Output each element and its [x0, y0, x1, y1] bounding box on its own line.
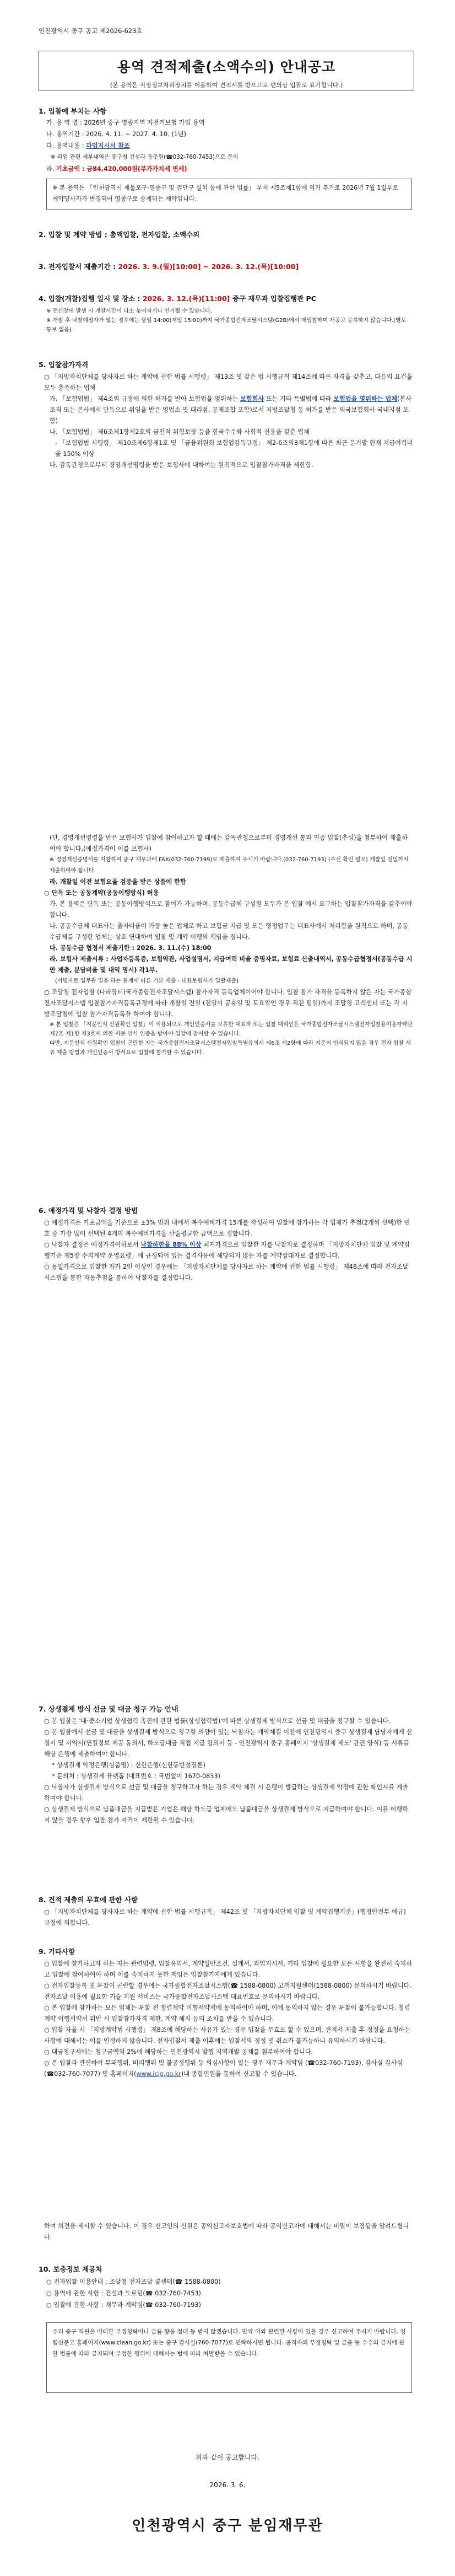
section-9-continued [44, 2221, 413, 2243]
section-5-continued [44, 833, 413, 1058]
s5-p2-b: 보험회사 [240, 395, 264, 402]
s1-base-amount: 기초금액 : 금84,420,000원(부가가치세 면세) [56, 165, 187, 173]
s5-p2-a: 가. 「보험업법」 제4조의 규정에 의한 허가를 받아 보험업을 영위하는 [50, 395, 241, 402]
s7-p1: ○ 본 입찰은 '대·중소기업 상생협력 촉진에 관한 법률(상생협력법)'에 따른 상생결제 방식으로 선금 및 대금을 청구할 수 있습니다. [44, 1718, 391, 1725]
section-6-title: 6. 예정가격 및 낙찰자 결정 방법 [39, 1206, 138, 1215]
s5b-p12: 다만, 지문인식 신원확인 입찰이 곤란한 자는 국가종합전자조달시스템전자입찰특별유의서 제6조 제2항에 따라 지문이 인식되지 않을 경우 전자 입찰 서류 제출 방법과 개인인증서 방식으로 입찰에 참가할 수 있습니다. [50, 1040, 411, 1056]
section-10-body [46, 2276, 410, 2311]
issuing-organization: 인천광역시 중구 분임재무관 [132, 2518, 323, 2534]
s9-p1: ○ 입찰에 참가하고자 하는 자는 관련법령, 입찰유의서, 계약일반조건, 설계서, 과업지시서, 기타 입찰에 필요한 모든 사항을 완전히 숙지하고 입찰에 참여하여야 하며 이를 숙지하지 못한 책임은 입찰참가자에게 있습니다. [44, 1960, 413, 1978]
s6-p1: ○ 예정가격은 기초금액을 기준으로 ±3% 범위 내에서 복수예비가격 15개를 작성하여 입찰에 참가하는 각 업체가 추첨(2개씩 선택)한 번호 중 가장 많이 선택된 4개의 복수예비가격을 산술평균한 금액으로 정합니다. [44, 1219, 410, 1237]
section-9-body [44, 1958, 413, 2080]
s5b-p3: 라. 개찰일 이전 보험요율 검증을 받은 상품에 한함 [50, 878, 186, 886]
s5b-p9: (서명자로 업무관 일을 하는 관계에 따른 기본 제출 - 대표보험사가 일괄제출) [55, 978, 239, 984]
s5-p2-e: (본사조직 또는 본사에서 단독으로 위임을 받은 영업소 및 대리점, 공제조합 포함)로서 지방조달청 등 허가를 받은 외국보험회사 국내지점 포함) [50, 395, 411, 425]
s1-line-2: 나. 용역기간 : 2026. 4. 11. ~ 2027. 4. 10. (1년) [46, 131, 186, 138]
s4-note-2: ※ 개찰 후 낙찰예정자가 없는 경우에는 당일 14:00(재입 15:00)까지 국가종합전자조달시스템(G2B)에서 재입찰하며 재공고 공지하지 않습니다.(별도 통보 없음) [46, 318, 407, 333]
s9-p6-a: ○ 본 입찰과 관련하여 부패행위, 비리행위 및 불공정행위 등 의심사항이 있는 경우 재무과 계약팀 (☎032-760-7193), 감사실 감사팀(☎032-760-7077) 및 홈페이지( [44, 2059, 403, 2078]
section-7-body [44, 1716, 413, 1826]
s10-l1: ○ 전자입찰 이용안내 : 조달청 전자조달 콜센터(☎ 1588-0800) [46, 2278, 221, 2285]
s5-p4: - 「보험업법 시행령」 제10조제6항제1호 및 「금융위원회 보험업감독규정」 제2-6조의3제1항에 따른 최근 분기말 현재 지급여력비율 150% 이상 [55, 439, 413, 458]
s3-period: 2026. 3. 9.(월)[10:00] ~ 2026. 3. 12.(목)[10:00] [118, 262, 299, 271]
s1-notice-box: ※ 본 용역은 「인천광역시 제물포구·영종구 및 검단구 설치 등에 관한 법률」 부칙 제5조제1항에 의거 추가로 2026년 7월 1일부로 계약당사자가 변경되어 영종구로 승계되는 계약입니다. [46, 179, 412, 210]
s6-p2-a: ○ 낙찰자 결정은 예정가격이하로서 [44, 1241, 141, 1248]
title-box [39, 51, 414, 90]
s1-line-4: ※ 과업 관련 세부내역은 중구청 건설과 동주원(☎032-760-7453)으로 문의 [51, 154, 239, 160]
s5b-p4: ○ 단독 또는 공동계약(공동이행방식) 허용 [44, 889, 159, 897]
s7-p3: * 상생결제 약정은행(상품명) : 신한은행(신한동반성장론) [52, 1762, 205, 1769]
s1-line-5 [46, 163, 410, 175]
s7-p4: * 문의처 : 상생결제 플랫폼 (대표번호 : 국번없이 1670-0833) [52, 1773, 220, 1780]
page-subtitle: (본 용역은 지정정보처리장치를 이용하여 견적서를 받으므로 편의상 입찰로 표기합니다.) [110, 82, 343, 89]
s3-label: 3. 전자입찰서 제출기간 : [39, 262, 118, 271]
s4-place: 중구 재무과 입찰집행관 PC [230, 294, 316, 303]
s5b-p6: 나. 공동수급체 대표사는 출자비율이 가장 높은 업체로 하고 보험금 지급 및 모든 행정업무는 대표사에서 처리함을 원칙으로 하며, 공동수급체를 구성한 업체는 상호 연대하여 입찰 및 계약 이행의 책임을 집니다. [50, 922, 409, 941]
section-4-title [39, 293, 419, 303]
s6-p2 [44, 1239, 413, 1262]
s4-note-1: ※ 전산장애 발생 시 개찰시간이 다소 늦어지거나 연기될 수 있습니다. [46, 308, 212, 314]
s5b-p11: ※ 본 입찰은 「지문인식 신원확인 입찰」이 적용되므로 개인인증서를 보유한 대표자 또는 입찰 대리인은 국가종합전자조달시스템전자입찰용이용자약관 제7조 제1항 제3호에 의한 지문 인식 인증을 받아야 입찰에 참여할 수 있습니다. [50, 1022, 413, 1037]
section-5-title: 5. 입찰참가자격 [39, 361, 89, 369]
s5-p5: 다. 감독관청으로부터 경영개선명령을 받은 보험사에 대하여는 원칙적으로 입찰참가자격을 제한함. [50, 461, 313, 469]
integrity-notice-box: 우리 중구 직원은 어떠한 부정청탁이나 금품 향응 접대 등 받지 않겠습니다. 만약 이와 관련한 사항이 있을 경우 신고하여 주시기 바랍니다. 청렴신문고 홈페이지(www.clean.go.kr) 또는 중구 감사실(760-7077)로 연락하시면 됩니다. 공직자의 부정청탁 및 금품 등 수수의 금지에 관한 법률에 따라 금지되며 부정한 행위에 대해서는 법에 따라 처벌받을 수 있습니다. [46, 2322, 412, 2393]
notice-date: 2026. 3. 6. [209, 2481, 246, 2489]
homepage-link[interactable]: www.icjg.go.kr [136, 2070, 181, 2078]
s10-l3: ○ 입찰에 관한 사항 : 재무과 계약팀(☎ 032-760-7193) [46, 2301, 201, 2309]
s10-l2: ○ 용역에 관한 사항 : 건설과 도로팀(☎ 032-760-7453) [46, 2290, 201, 2297]
section-7-title: 7. 상생결제 방식 선금 및 대금 청구 가능 안내 [39, 1705, 178, 1713]
s4-datetime: 2026. 3. 12.(목)[11:00] [142, 294, 230, 303]
section-5-body [44, 372, 413, 471]
closing-statement: 위와 같이 공고합니다. [196, 2454, 259, 2461]
section-8-title: 8. 견적 제출의 무효에 관한 사항 [39, 1896, 138, 1904]
page-title: 용역 견적제출(소액수의) 안내공고 [117, 59, 336, 75]
section-9-title: 9. 기타사항 [39, 1947, 75, 1956]
s6-p3: ○ 동일가격으로 입찰한 자가 2인 이상인 경우에는 「지방자치단체를 당사자로 하는 계약에 관한 법률 시행령」 제48조에 따라 전자조달시스템을 통한 자동추첨을 통하여 낙찰자를 결정합니다. [44, 1263, 409, 1281]
s9-p5: ○ 대금청구서에는 청구금액의 2%에 해당하는 인천광역시 발행 지역개발 공채를 첨부하여야 합니다. [44, 2048, 313, 2056]
s1-line-3 [46, 140, 410, 152]
s5-p2-d: 보험업을 영위하는 업체 [333, 395, 398, 402]
s7-p6: ○ 상생결제 방식으로 납품대금을 지급받은 기업은 해당 하도급 업체에도 납품대금을 상생결제 방식으로 지급하여야 합니다. 이를 이행하지 않을 경우 향후 입찰 참가 자격이 제한될 수 있습니다. [44, 1806, 409, 1824]
s8-p1: ○ 「지방자치단체를 당사자로 하는 계약에 관한 법률 시행규칙」 제42조 및 「지방자치단체 입찰 및 계약집행기준」(행정안전부 예규) 규정에 의합니다. [44, 1908, 406, 1926]
s1-line-5-label: 라. [46, 165, 56, 173]
s5b-p1: (단, 경영개선명령을 받은 보험사가 입찰에 참여하고자 할 때에는 감독관청으로부터 경영개선 통과 인증 입찰(추심)을 첨부하여 제출하여야 합니다.(예정가격이 이를 보험사) [50, 834, 408, 852]
s9-p2: ○ 전자입찰등록 및 투찰이 곤란할 경우에는 국가종합전자조달시스템(☎ 1588-0800) 고객지원센터(1588-0800) 문의하시기 바랍니다. 전자조달 이용에 필요한 기술 지원 서비스는 국가종합전자조달시스템 대표번호로 문의하시기 바랍니다. [44, 1982, 411, 2000]
s5-p1: ○ 「지방자치단체를 당사자로 하는 계약에 관한 법률 시행령」 제13조 및 같은 법 시행규칙 제14조에 따른 자격을 갖추고, 다음의 요건을 모두 충족하는 업체 [44, 373, 413, 391]
s5b-p8: 라. 보험사 제출서류 : 사업자등록증, 보험약관, 사업설명서, 지급여력 비율 증명자료, 보험료 산출내역서, 공동수급협정서(공동수급 시만 제출, 분담비율 및 내역 명시) 각1부. [50, 956, 413, 974]
s4-label: 4. 입찰(개찰)집행 일시 및 장소 : [39, 294, 143, 303]
s1-line-1: 가. 용 역 명 : 2026년 중구 영종지역 자전거보험 가입 용역 [46, 119, 205, 126]
notice-number: 인천광역시 중구 공고 제2026-623호 [39, 27, 143, 35]
section-8-body [44, 1907, 413, 1929]
s9-p4: ○ 입찰 자율 시 「지방계약법 시행령」 제8조에 해당하는 사유가 있는 경우 입찰을 무효로 할 수 있으며, 견적서 제출 후 정정을 요청하는 사항에 대해서는 이를 인정하지 않습니다. 전자입찰서 제출 이후에는 입찰서의 정정 및 취소가 불가능하니 유의하시기 바랍니다. [44, 2026, 411, 2044]
s5-p3: 나. 「보험업법」 제6조제1항제2호의 금전적 위험보장 등을 한국수수와 사회적 신용을 갖춘 업체 [50, 428, 310, 436]
section-1-body [46, 117, 410, 175]
s9-p7: 하여 의견을 제시할 수 있습니다. 이 경우 신고인의 신원은 공익신고자보호법에 따라 공익신고자에 대해서는 비밀이 보장됨을 알려드립니다. [44, 2223, 409, 2241]
s5b-p10: ○ 조달청 전자입찰 (나라장터)국가종합전자조달시스템) 참가자격 등록업체이어야 합니다. 입찰 참가 자격을 등록하지 않은 자는 국가종합전자조달시스템 입찰참가자격등록규정에 따라 개찰일 전일 (전일이 공휴일 및 토요일인 경우 직전 평일)까지 조달청 고객센터 또는 각 지방조달청에 입찰 참가자격등록을 하여야 합니다. [44, 989, 412, 1018]
s5-p2 [44, 394, 413, 427]
s9-p3: ○ 본 입찰에 참가하는 모든 업체는 투찰 전 청렴계약 이행서약서에 동의하여야 하며, 이에 동의하지 않는 경우 투찰이 불가능합니다. 청렴계약 이행서약서 위반 시 입찰참가자격 제한, 계약 해지 등의 조치를 받을 수 있습니다. [44, 2004, 410, 2022]
section-10-title: 10. 보충정보 제공처 [39, 2265, 102, 2273]
s9-p6-c: )내 종합민원을 통하여 신고할 수 있습니다. [181, 2070, 297, 2078]
s6-p2-b: 낙찰하한율 88% 이상 [140, 1241, 202, 1248]
s5b-p7: 다. 공동수급 협정서 제출기한 : 2026. 3. 11.(수) 18:00 [50, 944, 212, 952]
s5b-p5: 가. 본 용역은 단독 또는 공동이행방식으로 참여가 가능하며, 공동수급체 구성원 모두가 본 입찰 에서 요구하는 입찰참가자격을 갖추어야 합니다. [50, 900, 413, 919]
s7-p2: ○ 본 입찰에서 선금 및 대금을 상생결제 방식으로 청구할 의향이 있는 낙찰자는 계약체결 이전에 인천광역시 중구 상생결제 담당자에게 신청서 및 서약서(연결정보 제공 동의서, 하도급대금 직접 지급 합의서 등 - 인천광역시 중구 홈페이지 '상생결제 제도' 관련 양식) 등 서류를 해당 은행에 제출하여야 합니다. [44, 1729, 413, 1758]
s7-p5: ○ 낙찰자가 상생결제 방식으로 선금 및 대금을 청구하고자 하는 경우 계약 체결 시 은행이 발급하는 상생결제 약정에 관한 확인서를 제출하여야 합니다. [44, 1784, 408, 1802]
s1-line-3-label: 다. 용역내용 : [46, 142, 86, 149]
section-6-body [44, 1217, 413, 1284]
section-1-title: 1. 입찰에 부치는 사항 [39, 107, 107, 115]
s9-p6 [44, 2058, 413, 2080]
s5-p2-c: 또는 기타 특별법에 따라 [264, 395, 334, 402]
section-3-title [39, 261, 299, 271]
s6-p2-c: 최저가격으로 입찰한 자를 낙찰자로 결정하며 「지방자치단체 입찰 및 계약집행기준 제5장 수의계약 운영요령」에 규정되어 있는 결격사유에 해당되지 않는 자를 계약상대자로 결정합니다. [44, 1241, 410, 1259]
s5b-p2: ※ 경영개선증명서를 지참하여 중구 재무과에 FAX(032-760-7199)로 제출하여 주시기 바랍니다.(032-760-7193) (수신 확인 필요) 개찰일 전일까지 제출하여야 합니다. [50, 857, 409, 874]
section-4-notes [46, 307, 412, 335]
section-2-title: 2. 입찰 및 계약 방법 : 총액입찰, 전자입찰, 소액수의 [39, 230, 200, 239]
s1-line-3-value: 과업지시서 참조 [86, 142, 130, 149]
